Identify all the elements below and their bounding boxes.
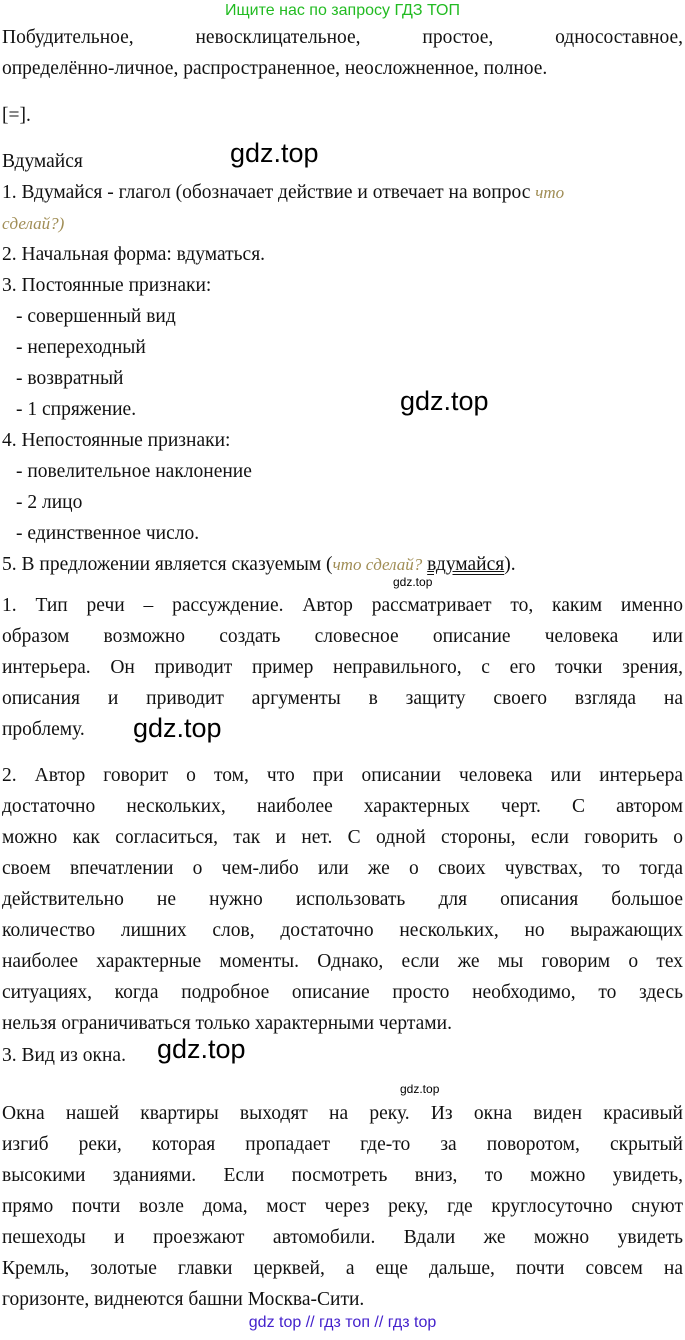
text-line: достаточно нескольких, наиболее характерных черт. С автором (2, 796, 683, 817)
text-line: 2. Автор говорит о том, что при описании человека или интерьера (2, 765, 683, 786)
watermark: gdz.top (133, 713, 222, 743)
analysis-line-3: 3. Постоянные признаки: (2, 275, 212, 296)
text-line: Побудительное, невосклицательное, простое, односоставное, (2, 27, 683, 48)
analysis-line-4: 4. Непостоянные признаки: (2, 430, 231, 451)
word-title: Вдумайся (2, 151, 83, 172)
watermark-small: gdz.top (393, 575, 433, 589)
permanent-feature: - 1 спряжение. (16, 399, 137, 420)
permanent-feature: - непереходный (16, 337, 146, 358)
text-line: горизонте, виднеются башни Москва-Сити. (2, 1289, 365, 1310)
paragraph-1 (2, 590, 683, 745)
text-line: действительно не нужно использовать для описания большое (2, 889, 683, 910)
text-line: наиболее характерные моменты. Однако, если же мы говорим о тех (2, 951, 683, 972)
analysis-text: 5. В предложении является сказуемым ( (2, 554, 333, 575)
text-line: пешеходы и проезжают автомобили. Вдали же можно увидеть (2, 1227, 683, 1248)
text-line: определённо-личное, распространенное, неосложненное, полное. (2, 58, 548, 79)
text-line: можно как согласиться, так и нет. С одной стороны, если говорить о (2, 827, 683, 848)
question-gloss: что (535, 183, 565, 202)
text-line: описания и приводит аргументы в защиту своего взгляда на (2, 688, 683, 709)
morph-analysis (2, 177, 683, 580)
watermark-small: gdz.top (400, 1082, 440, 1096)
text-line: нельзя ограничиваться только характерными чертами. (2, 1013, 452, 1034)
paragraph-3-title: 3. Вид из окна. (2, 1045, 126, 1066)
paragraph-3 (2, 1098, 683, 1315)
analysis-text: ). (504, 554, 516, 575)
text-line: прямо почти возле дома, мост через реку, где круглосуточно снуют (2, 1196, 683, 1217)
text-line: изгиб реки, которая пропадает где-то за поворотом, скрытый (2, 1134, 683, 1155)
analysis-text: 1. Вдумайся - глагол (обозначает действие и отвечает на вопрос (2, 182, 531, 203)
predicate-word: вдумайся (427, 554, 505, 575)
text-line: 1. Тип речи – рассуждение. Автор рассматривает то, каким именно (2, 595, 683, 616)
watermark: gdz.top (400, 386, 489, 416)
analysis-line-5 (2, 549, 683, 580)
text-line: образом возможно создать словесное описание человека или (2, 626, 683, 647)
text-line: интерьера. Он приводит пример неправильного, с его точки зрения, (2, 657, 683, 678)
question-gloss: что сделай? (332, 555, 423, 574)
top-banner: Ищите нас по запросу ГДЗ ТОП (225, 2, 460, 19)
analysis-line-1b (2, 208, 683, 239)
text-line: высокими зданиями. Если посмотреть вниз, то можно увидеть, (2, 1165, 683, 1186)
analysis-line-2: 2. Начальная форма: вдуматься. (2, 244, 266, 265)
bottom-banner: gdz top // гдз топ // гдз top (248, 1314, 437, 1331)
text-line: ситуациях, когда подробное описание просто необходимо, то здесь (2, 982, 683, 1003)
watermark: gdz.top (230, 138, 319, 168)
nonpermanent-feature: - 2 лицо (16, 492, 83, 513)
paragraph-2 (2, 760, 683, 1039)
watermark: gdz.top (157, 1034, 246, 1064)
nonpermanent-feature: - единственное число. (16, 523, 200, 544)
text-line: количество лишних слов, достаточно нескольких, но выражающих (2, 920, 683, 941)
sentence-scheme: [=]. (2, 105, 31, 126)
text-line: проблему. (2, 719, 85, 740)
text-line: Кремль, золотые главки церквей, а еще дальше, почти совсем на (2, 1258, 683, 1279)
question-gloss: сделай?) (2, 214, 65, 233)
analysis-line-1 (2, 177, 683, 208)
text-line: Окна нашей квартиры выходят на реку. Из окна виден красивый (2, 1103, 683, 1124)
text-line: своем впечатлении о чем-либо или же о своих чувствах, то тогда (2, 858, 683, 879)
permanent-feature: - возвратный (16, 368, 124, 389)
nonpermanent-feature: - повелительное наклонение (16, 461, 252, 482)
sentence-characteristics (2, 22, 683, 84)
permanent-feature: - совершенный вид (16, 306, 176, 327)
